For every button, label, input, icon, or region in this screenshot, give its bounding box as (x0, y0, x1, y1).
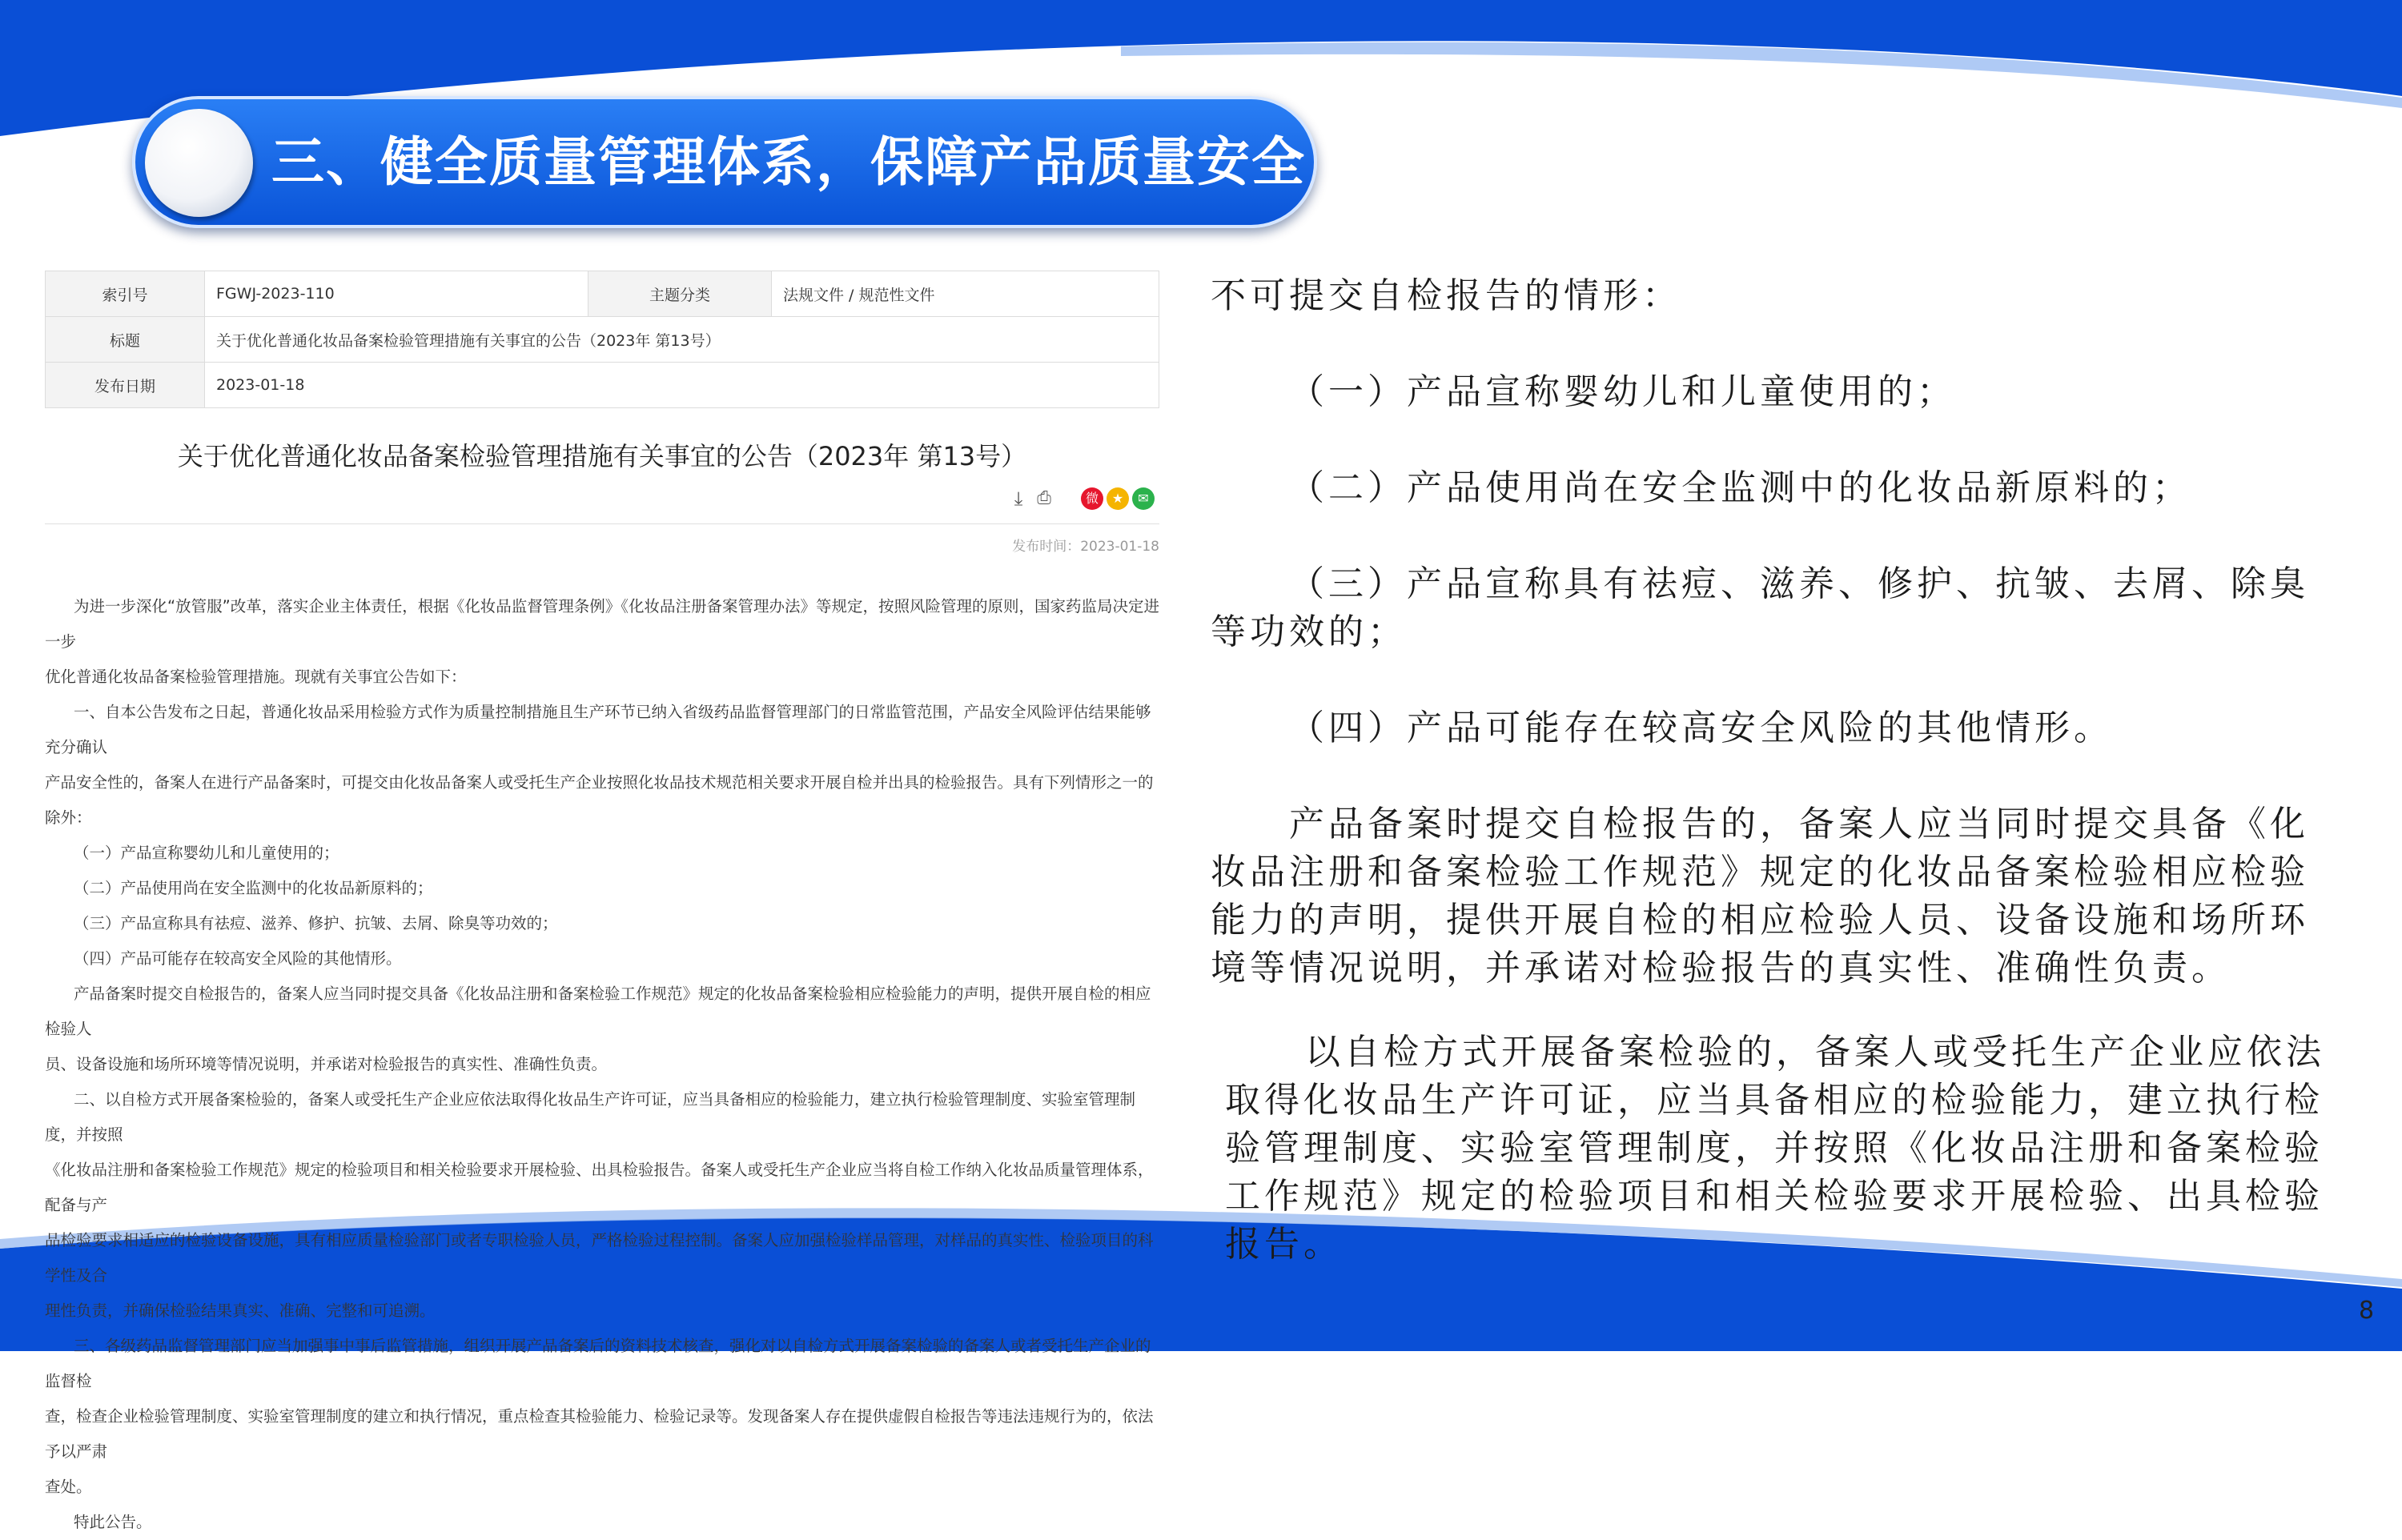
right-para2-line: 以自检方式开展备案检验的，备案人或受托生产企业应依法 (1305, 1032, 2325, 1073)
date-label: 发布日期 (46, 363, 205, 408)
meta-row (46, 363, 1159, 408)
document-screenshot (45, 271, 1159, 1531)
doc-paragraph: 产品安全性的，备案人在进行产品备案时，可提交由化妆品备案人或受托生产企业按照化妆品技术规范相关要求开展自检并出具的检验报告。具有下列情形之一的除外： (45, 773, 1154, 827)
right-para1-line: 产品备案时提交自检报告的，备案人应当同时提交具备《化 (1289, 804, 2309, 844)
doc-paragraph: 查处。 (45, 1478, 92, 1496)
banner-circle-decoration (145, 109, 253, 217)
doc-paragraph: 品检验要求相适应的检验设备设施，具有相应质量检验部门或者专职检验人员，严格检验过程控制。备案人应加强检验样品管理，对样品的真实性、检验项目的科学性及合 (45, 1231, 1154, 1285)
document-title: 关于优化普通化妆品备案检验管理措施有关事宜的公告（2023年 第13号） (177, 441, 1027, 471)
index-label: 索引号 (46, 271, 205, 317)
right-para1-line: 妆品注册和备案检验工作规范》规定的化妆品备案检验相应检验 (1211, 852, 2309, 892)
doc-paragraph: 三、各级药品监督管理部门应当加强事中事后监管措施，组织开展产品备案后的资料技术核查，强化对以自检方式开展备案检验的备案人或者受托生产企业的监督检 (45, 1337, 1151, 1390)
index-value: FGWJ-2023-110 (205, 271, 588, 317)
document-toolbar (1007, 483, 1159, 515)
print-icon[interactable]: ⎙ (1037, 488, 1051, 508)
title-value: 关于优化普通化妆品备案检验管理措施有关事宜的公告（2023年 第13号） (205, 317, 1159, 363)
right-para2-line: 取得化妆品生产许可证，应当具备相应的检验能力，建立执行检 (1225, 1080, 2324, 1121)
download-icon[interactable]: ⤓ (1014, 487, 1023, 510)
right-item: 等功效的； (1211, 612, 1407, 652)
date-value: 2023-01-18 (205, 363, 1159, 408)
title-label: 标题 (46, 317, 205, 363)
title-banner (132, 96, 1317, 228)
slide-title: 三、健全质量管理体系，保障产品质量安全 (271, 131, 1306, 193)
wechat-icon[interactable]: ✉ (1132, 487, 1155, 510)
doc-paragraph: 理性负责，并确保检验结果真实、准确、完整和可追溯。 (45, 1301, 436, 1320)
doc-paragraph: 查，检查企业检验管理制度、实验室管理制度的建立和执行情况，重点检查其检验能力、检验记录等。发现备案人存在提供虚假自检报告等违法违规行为的，依法予以严肃 (45, 1407, 1154, 1461)
doc-paragraph: （二）产品使用尚在安全监测中的化妆品新原料的； (74, 879, 433, 897)
right-item: （三）产品宣称具有祛痘、滋养、修护、抗皱、去屑、除臭 (1289, 563, 2309, 604)
right-item: （二）产品使用尚在安全监测中的化妆品新原料的； (1289, 467, 2191, 508)
right-para2-line: 工作规范》规定的检验项目和相关检验要求开展检验、出具检验 (1225, 1176, 2324, 1217)
right-item: （一）产品宣称婴幼儿和儿童使用的； (1289, 371, 1956, 412)
doc-paragraph: 产品备案时提交自检报告的，备案人应当同时提交具备《化妆品注册和备案检验工作规范》规定的化妆品备案检验相应检验能力的声明，提供开展自检的相应检验人 (45, 985, 1151, 1038)
right-item: （四）产品可能存在较高安全风险的其他情形。 (1289, 708, 2113, 748)
qzone-icon[interactable]: ★ (1107, 487, 1129, 510)
doc-paragraph: （三）产品宣称具有祛痘、滋养、修护、抗皱、去屑、除臭等功效的； (74, 914, 558, 932)
doc-paragraph: （一）产品宣称婴幼儿和儿童使用的； (74, 844, 339, 862)
doc-paragraph: 为进一步深化“放管服”改革，落实企业主体责任，根据《化妆品监督管理条例》《化妆品注册备案管理办法》等规定，按照风险管理的原则，国家药监局决定进一步 (45, 597, 1159, 651)
right-heading: 不可提交自检报告的情形： (1211, 275, 1681, 316)
doc-paragraph: 《化妆品注册和备案检验工作规范》规定的检验项目和相关检验要求开展检验、出具检验报告。备案人或受托生产企业应当将自检工作纳入化妆品质量管理体系，配备与产 (45, 1161, 1154, 1214)
doc-paragraph: 优化普通化妆品备案检验管理措施。现就有关事宜公告如下： (45, 668, 467, 686)
right-para2-line: 报告。 (1225, 1224, 1343, 1265)
doc-paragraph: （四）产品可能存在较高安全风险的其他情形。 (74, 949, 402, 968)
meta-row (46, 271, 1159, 317)
doc-paragraph: 二、以自检方式开展备案检验的，备案人或受托生产企业应依法取得化妆品生产许可证，应当具备相应的检验能力，建立执行检验管理制度、实验室管理制度，并按照 (45, 1090, 1136, 1144)
category-label: 主题分类 (588, 271, 772, 317)
right-para2-line: 验管理制度、实验室管理制度，并按照《化妆品注册和备案检验 (1225, 1128, 2324, 1169)
document-meta-table (45, 271, 1159, 408)
document-divider (45, 523, 1159, 524)
doc-paragraph: 员、设备设施和场所环境等情况说明，并承诺对检验报告的真实性、准确性负责。 (45, 1055, 608, 1073)
weibo-icon[interactable]: 微 (1081, 487, 1103, 510)
publish-time: 发布时间：2023-01-18 (1012, 539, 1159, 555)
meta-row (46, 317, 1159, 363)
page-number: 8 (2359, 1297, 2375, 1325)
right-para1-line: 能力的声明，提供开展自检的相应检验人员、设备设施和场所环 (1211, 900, 2309, 940)
doc-paragraph: 一、自本公告发布之日起，普通化妆品采用检验方式作为质量控制措施且生产环节已纳入省级药品监督管理部门的日常监管范围，产品安全风险评估结果能够充分确认 (45, 703, 1151, 756)
doc-paragraph: 特此公告。 (74, 1513, 152, 1531)
right-para1-line: 境等情况说明，并承诺对检验报告的真实性、准确性负责。 (1211, 948, 2231, 989)
category-value: 法规文件 / 规范性文件 (772, 271, 1159, 317)
document-body (45, 589, 1159, 1540)
